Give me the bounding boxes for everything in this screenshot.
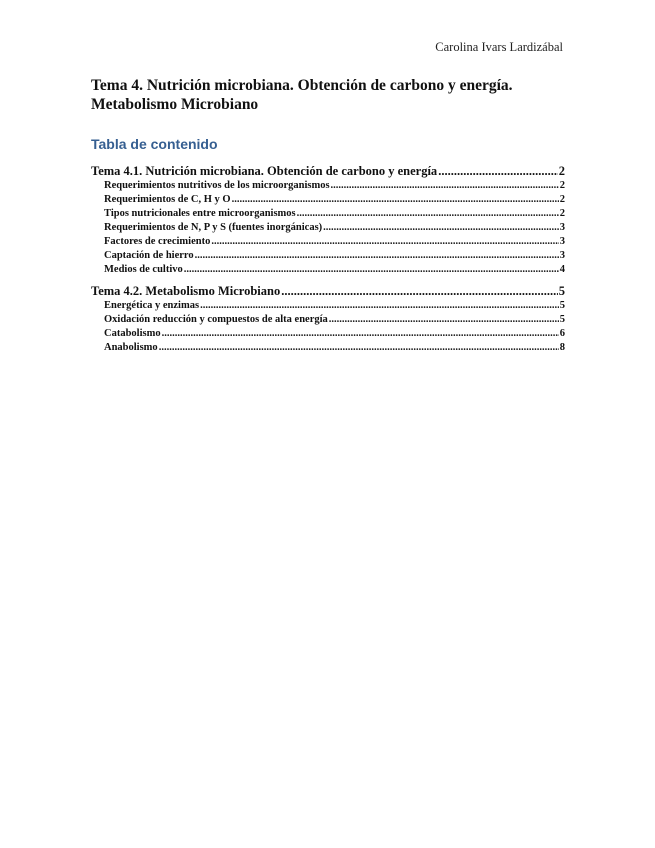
table-of-contents [91, 164, 565, 362]
toc-section-4-1 [91, 164, 565, 278]
document-title-line-2: Metabolismo Microbiano [91, 96, 259, 113]
toc-entry-tipos-nutricionales[interactable] [91, 208, 565, 222]
toc-section-4-2 [91, 284, 565, 356]
toc-entry-page: 6 [559, 328, 565, 339]
toc-entry-page: 2 [559, 194, 565, 205]
toc-entry-label: Tipos nutricionales entre microorganismos [104, 208, 296, 219]
toc-entry-page: 4 [559, 264, 565, 275]
toc-heading: Tabla de contenido [91, 136, 218, 152]
toc-dot-leader [331, 180, 559, 191]
toc-dot-leader [195, 250, 559, 261]
toc-entry-page: 2 [559, 180, 565, 191]
toc-entry-requerimientos-nps[interactable] [91, 222, 565, 236]
toc-entry-label: Medios de cultivo [104, 264, 183, 275]
toc-entry-page: 5 [558, 284, 565, 298]
toc-entry-label: Requerimientos nutritivos de los microorganismos [104, 180, 330, 191]
toc-dot-leader [323, 222, 559, 233]
toc-entry-page: 3 [559, 236, 565, 247]
toc-dot-leader [329, 314, 559, 325]
toc-entry-anabolismo[interactable] [91, 342, 565, 356]
toc-entry-factores-crecimiento[interactable] [91, 236, 565, 250]
toc-entry-tema-4-1[interactable] [91, 164, 565, 180]
toc-dot-leader [211, 236, 558, 247]
header-author: Carolina Ivars Lardizábal [435, 40, 563, 54]
toc-entry-label: Energética y enzimas [104, 300, 200, 311]
toc-entry-label: Tema 4.1. Nutrición microbiana. Obtención de carbono y energía [91, 164, 438, 178]
toc-entry-page: 3 [559, 250, 565, 261]
toc-dot-leader [200, 300, 559, 311]
toc-entry-tema-4-2[interactable] [91, 284, 565, 300]
toc-entry-label: Factores de crecimiento [104, 236, 211, 247]
toc-entry-page: 2 [558, 164, 565, 178]
toc-entry-page: 8 [559, 342, 565, 353]
toc-dot-leader [438, 164, 558, 179]
toc-entry-page: 5 [559, 300, 565, 311]
toc-entry-page: 5 [559, 314, 565, 325]
toc-entry-label: Anabolismo [104, 342, 158, 353]
toc-entry-medios-cultivo[interactable] [91, 264, 565, 278]
toc-entry-label: Requerimientos de C, H y O [104, 194, 231, 205]
toc-entry-energetica-enzimas[interactable] [91, 300, 565, 314]
toc-dot-leader [162, 328, 559, 339]
toc-entry-label: Requerimientos de N, P y S (fuentes inorgánicas) [104, 222, 323, 233]
document-title [91, 76, 571, 114]
toc-entry-label: Oxidación reducción y compuestos de alta energía [104, 314, 328, 325]
toc-entry-label: Captación de hierro [104, 250, 194, 261]
toc-dot-leader [232, 194, 559, 205]
toc-entry-label: Tema 4.2. Metabolismo Microbiano [91, 284, 281, 298]
toc-entry-page: 3 [559, 222, 565, 233]
document-title-line-1: Tema 4. Nutrición microbiana. Obtención de carbono y energía. [91, 77, 513, 94]
toc-entry-page: 2 [559, 208, 565, 219]
toc-entry-catabolismo[interactable] [91, 328, 565, 342]
toc-entry-captacion-hierro[interactable] [91, 250, 565, 264]
toc-entry-oxidacion-reduccion[interactable] [91, 314, 565, 328]
toc-dot-leader [159, 342, 559, 353]
toc-dot-leader [184, 264, 559, 275]
toc-entry-label: Catabolismo [104, 328, 161, 339]
toc-entry-requerimientos-nutritivos[interactable] [91, 180, 565, 194]
toc-dot-leader [297, 208, 559, 219]
toc-dot-leader [281, 284, 558, 299]
toc-entry-requerimientos-cho[interactable] [91, 194, 565, 208]
